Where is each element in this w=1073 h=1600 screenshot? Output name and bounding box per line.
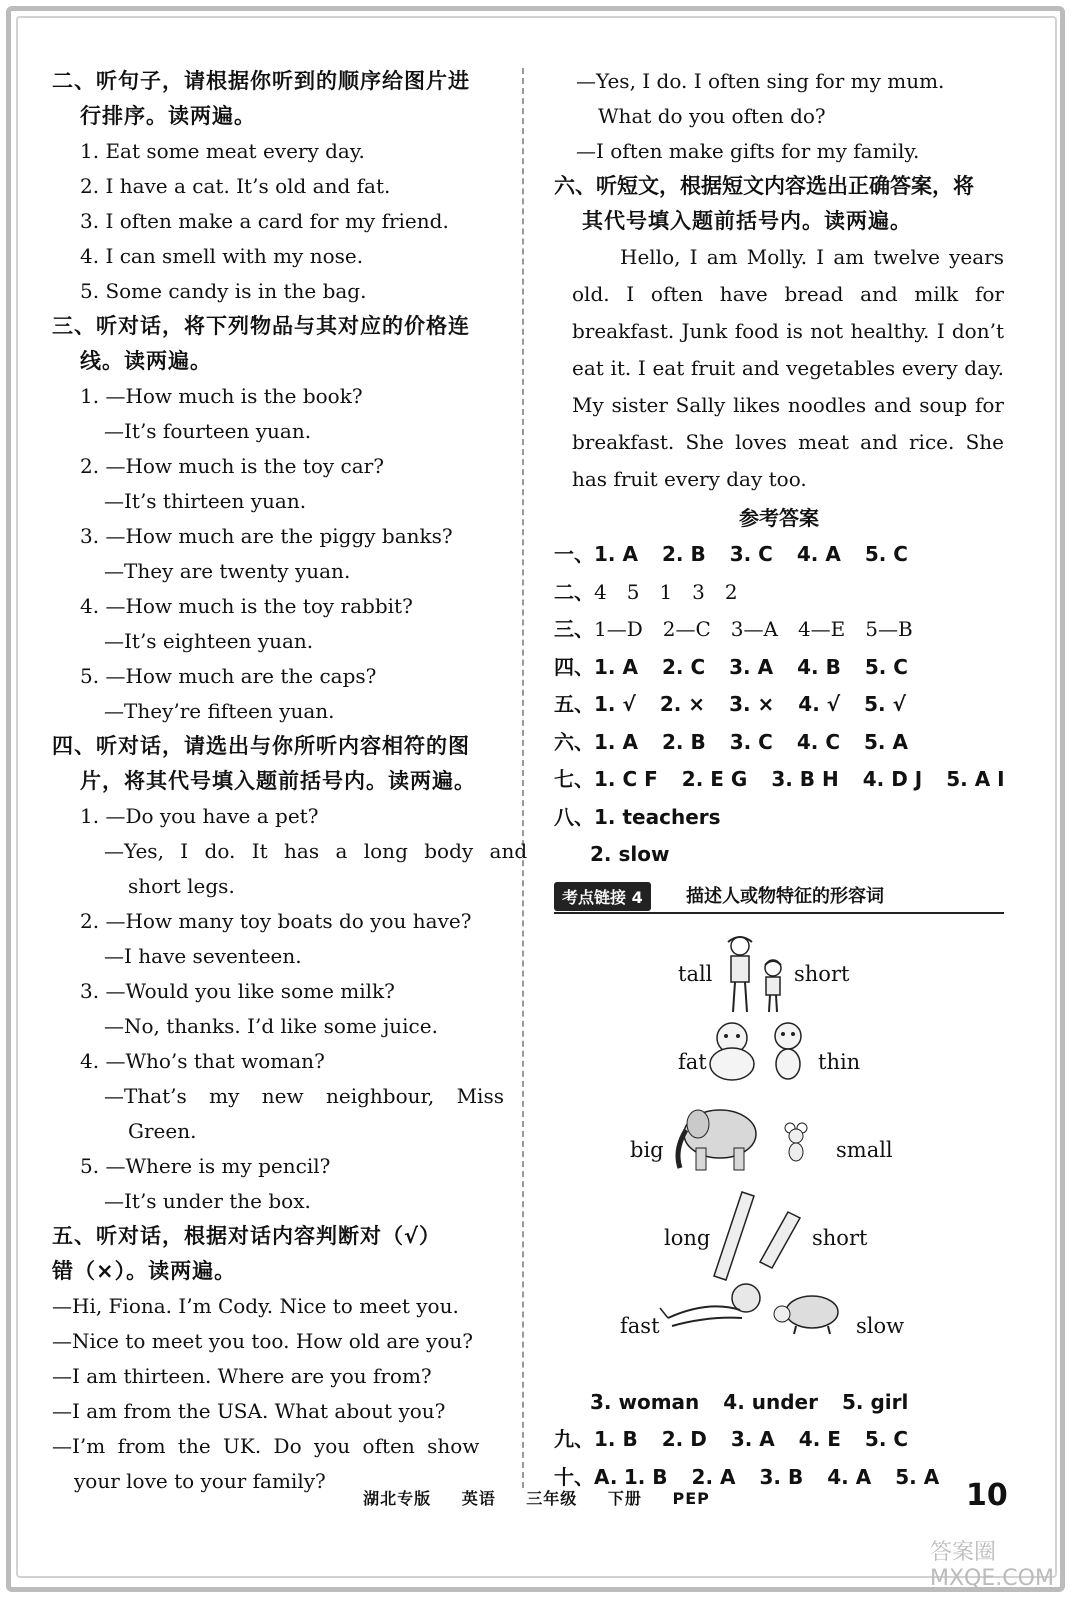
dialogue-line: short legs. [128,874,235,898]
answer-item: 1. B [594,1427,638,1451]
answer-item: 4 5 1 3 2 [594,579,738,604]
answer-item: 3. A [730,1427,775,1451]
dialogue-line: —I am from the USA. What about you? [52,1399,446,1423]
dialogue-line: 1. —How much is the book? [80,384,363,408]
short-boy-illustration [760,958,786,1014]
footer-subject: 英语 [461,1489,496,1508]
passage-text: Hello, I am Molly. I am twelve years old. I often have bread and milk for breakfast. Junk food is not healthy. I don’t eat it. I eat fruit and vegetables every day. My sister Sally likes noodles and soup for breakfast. She loves meat and rice. She has fruit every day too. [572,245,1004,491]
dialogue-line: What do you often do? [598,104,826,128]
answer-item: 3. B H [771,767,839,791]
dialogue-line: 4. —Who’s that woman? [80,1049,325,1073]
answer-item: 4. √ [798,692,841,716]
answer-number: 三、 [554,617,594,641]
section-3 [52,309,502,729]
word-tall: tall [678,961,713,986]
answer-item: 1. √ [594,692,636,716]
answer-item: 2. A [691,1464,736,1489]
section-2 [52,64,502,309]
knowledge-link-tag: 考点链接 4 [554,882,651,911]
answer-item: 4. E [798,1427,841,1451]
word-fast: fast [620,1313,660,1338]
dialogue-line: 2. —How much is the toy car? [80,454,384,478]
dialogue-line: —It’s eighteen yuan. [104,629,314,653]
answer-number: 一、 [554,542,594,566]
dialogue-line: 5. —Where is my pencil? [80,1154,331,1178]
list-item: 2. I have a cat. It’s old and fat. [80,174,391,198]
dialogue-line: —I often make gifts for my family. [576,139,920,163]
thin-monkey-illustration [766,1020,810,1082]
answer-item: 2. C [661,654,706,679]
short-ruler-illustration [758,1210,802,1270]
knowledge-link-title: 描述人或物特征的形容词 [686,885,884,907]
footer-grade: 三年级 [526,1489,578,1508]
lion-illustration [658,1278,768,1338]
section-6-heading: 六、听短文，根据短文内容选出正确答案，将 [554,174,974,198]
answer-item: 1. A [594,654,638,679]
dialogue-line: —They’re fifteen yuan. [104,699,335,723]
word-big: big [630,1137,664,1162]
answer-item: 1. B [623,1464,668,1489]
answer-item: 2. × [659,692,706,716]
dialogue-line: —I am thirteen. Where are you from? [52,1364,432,1388]
section-5-heading: 五、听对话，根据对话内容判断对（√） [52,1224,442,1248]
list-item: 3. I often make a card for my friend. [80,209,449,233]
answer-item: 4. C [796,729,841,754]
answer-item: 5. C [864,542,908,566]
right-column [554,64,1004,1496]
dialogue-line: —I’m from the UK. Do you often show [52,1434,480,1458]
answer-row-8 [554,799,1004,837]
footer-version: PEP [672,1489,710,1508]
dialogue-line: 2. —How many toy boats do you have? [80,909,472,933]
word-thin: thin [818,1049,861,1074]
answer-row-6 [554,724,1004,762]
knowledge-link-bar [554,880,1004,914]
answer-row-8b [554,836,1004,874]
answer-item: 4. B [797,654,841,679]
answer-item: 5. C [864,1427,909,1451]
answer-item: 1. C F [594,767,658,791]
word-small: small [836,1137,893,1162]
dialogue-line: your love to your family? [74,1469,326,1493]
answer-item: 1. A [594,729,638,754]
answer-number: 二、 [554,579,594,604]
fat-monkey-illustration [704,1020,760,1082]
word-short-2: short [812,1225,868,1250]
tall-boy-illustration [720,934,760,1014]
answer-row-3 [554,611,1004,649]
answer-item: 4. D J [862,767,923,791]
answer-item: 2. B [661,729,706,754]
dialogue-line: —They are twenty yuan. [104,559,351,583]
answer-item: 1. A [594,542,638,566]
answer-number: 八、 [554,804,594,829]
answer-item: 4. under [723,1389,818,1414]
section-5 [52,1219,502,1499]
dialogue-line: —That’s my new neighbour, Miss [104,1084,504,1108]
answer-item: 2. B [661,542,706,566]
answer-item: 1—D 2—C 3—A 4—E 5—B [594,617,913,641]
elephant-illustration [670,1100,766,1172]
answer-row-1 [554,536,1004,574]
dialogue-line: 1. —Do you have a pet? [80,804,319,828]
dialogue-line: 5. —How much are the caps? [80,664,377,688]
answer-number: 六、 [554,729,594,754]
section-3-heading-cont: 线。读两遍。 [80,349,212,373]
answer-number: 十、 [554,1464,594,1489]
dialogue-line: —Nice to meet you too. How old are you? [52,1329,473,1353]
answer-item: 5. C [864,654,908,679]
answer-item: 3. woman [590,1389,700,1414]
answer-item: 4. A [827,1464,872,1489]
section-4-heading: 四、听对话，请选出与你所听内容相符的图 [52,734,470,758]
answer-item: 3. C [729,729,773,754]
answer-row-5 [554,686,1004,724]
answer-item: 5. A [895,1464,940,1489]
answer-row-7 [554,761,1004,799]
dialogue-line: —No, thanks. I’d like some juice. [104,1014,438,1038]
section-4 [52,729,528,1219]
long-ruler-illustration [712,1190,756,1282]
answer-item: 5. A I [946,767,1005,791]
turtle-illustration [772,1290,848,1336]
answers-title: 参考答案 [739,506,819,530]
page-number: 10 [966,1478,1008,1513]
adjective-pictures [554,914,1004,1384]
answer-item: 2. slow [590,842,670,866]
dialogue-line: —It’s thirteen yuan. [104,489,307,513]
answer-row-4 [554,649,1004,687]
dialogue-line: —Yes, I do. It has a long body and [104,839,528,863]
answer-item: 3. A [729,654,774,679]
dialogue-line: —I have seventeen. [104,944,302,968]
list-item: 4. I can smell with my nose. [80,244,364,268]
section-2-heading-cont: 行排序。读两遍。 [80,104,256,128]
answer-subpart: A. [594,1464,618,1489]
answer-item: 4. A [796,542,841,566]
answer-row-9 [554,1421,1004,1459]
answer-number: 七、 [554,767,594,791]
passage [554,239,1004,498]
footer-volume: 下册 [607,1489,642,1508]
column-divider [522,68,524,1488]
dialogue-line: —It’s under the box. [104,1189,311,1213]
answer-item: 2. D [661,1427,707,1451]
dialogue-line: —Hi, Fiona. I’m Cody. Nice to meet you. [52,1294,459,1318]
answer-item: 3. B [759,1464,804,1489]
answer-item: 2. E G [681,767,748,791]
section-6-heading-cont: 其代号填入题前括号内。读两遍。 [582,209,912,233]
answer-item: 5. girl [841,1389,909,1414]
answer-item: 3. × [729,692,775,716]
answer-item: 5. √ [864,692,906,716]
footer-edition: 湖北专版 [363,1489,432,1508]
answer-item: 1. teachers [594,804,721,829]
section-2-heading: 二、听句子，请根据你听到的顺序给图片进 [52,69,470,93]
answer-number: 四、 [554,654,594,679]
answer-row-8c [554,1384,1004,1422]
answer-number: 五、 [554,692,594,716]
section-4-heading-cont: 片，将其代号填入题前括号内。读两遍。 [80,769,476,793]
page-footer [0,1486,1073,1509]
dialogue-line: 3. —Would you like some milk? [80,979,395,1003]
left-column [52,64,528,1499]
dialogue-line: —Yes, I do. I often sing for my mum. [576,69,945,93]
dialogue-line: 3. —How much are the piggy banks? [80,524,453,548]
list-item: 1. Eat some meat every day. [80,139,365,163]
mouse-illustration [778,1120,814,1166]
dialogue-line: Green. [128,1119,197,1143]
dialogue-line: 4. —How much is the toy rabbit? [80,594,413,618]
answer-item: 3. C [729,542,773,566]
word-long: long [664,1225,711,1250]
dialogue-line: —It’s fourteen yuan. [104,419,312,443]
section-5-heading-cont: 错（×）。读两遍。 [52,1259,237,1283]
word-slow: slow [856,1313,905,1338]
answer-row-2 [554,574,1004,612]
section-3-heading: 三、听对话，将下列物品与其对应的价格连 [52,314,470,338]
list-item: 5. Some candy is in the bag. [80,279,367,303]
word-fat: fat [678,1049,707,1074]
word-short: short [794,961,850,986]
answer-item: 5. A [864,729,908,754]
answer-number: 九、 [554,1427,594,1451]
watermark: 答案圈 MXQE.COM [930,1540,1054,1591]
